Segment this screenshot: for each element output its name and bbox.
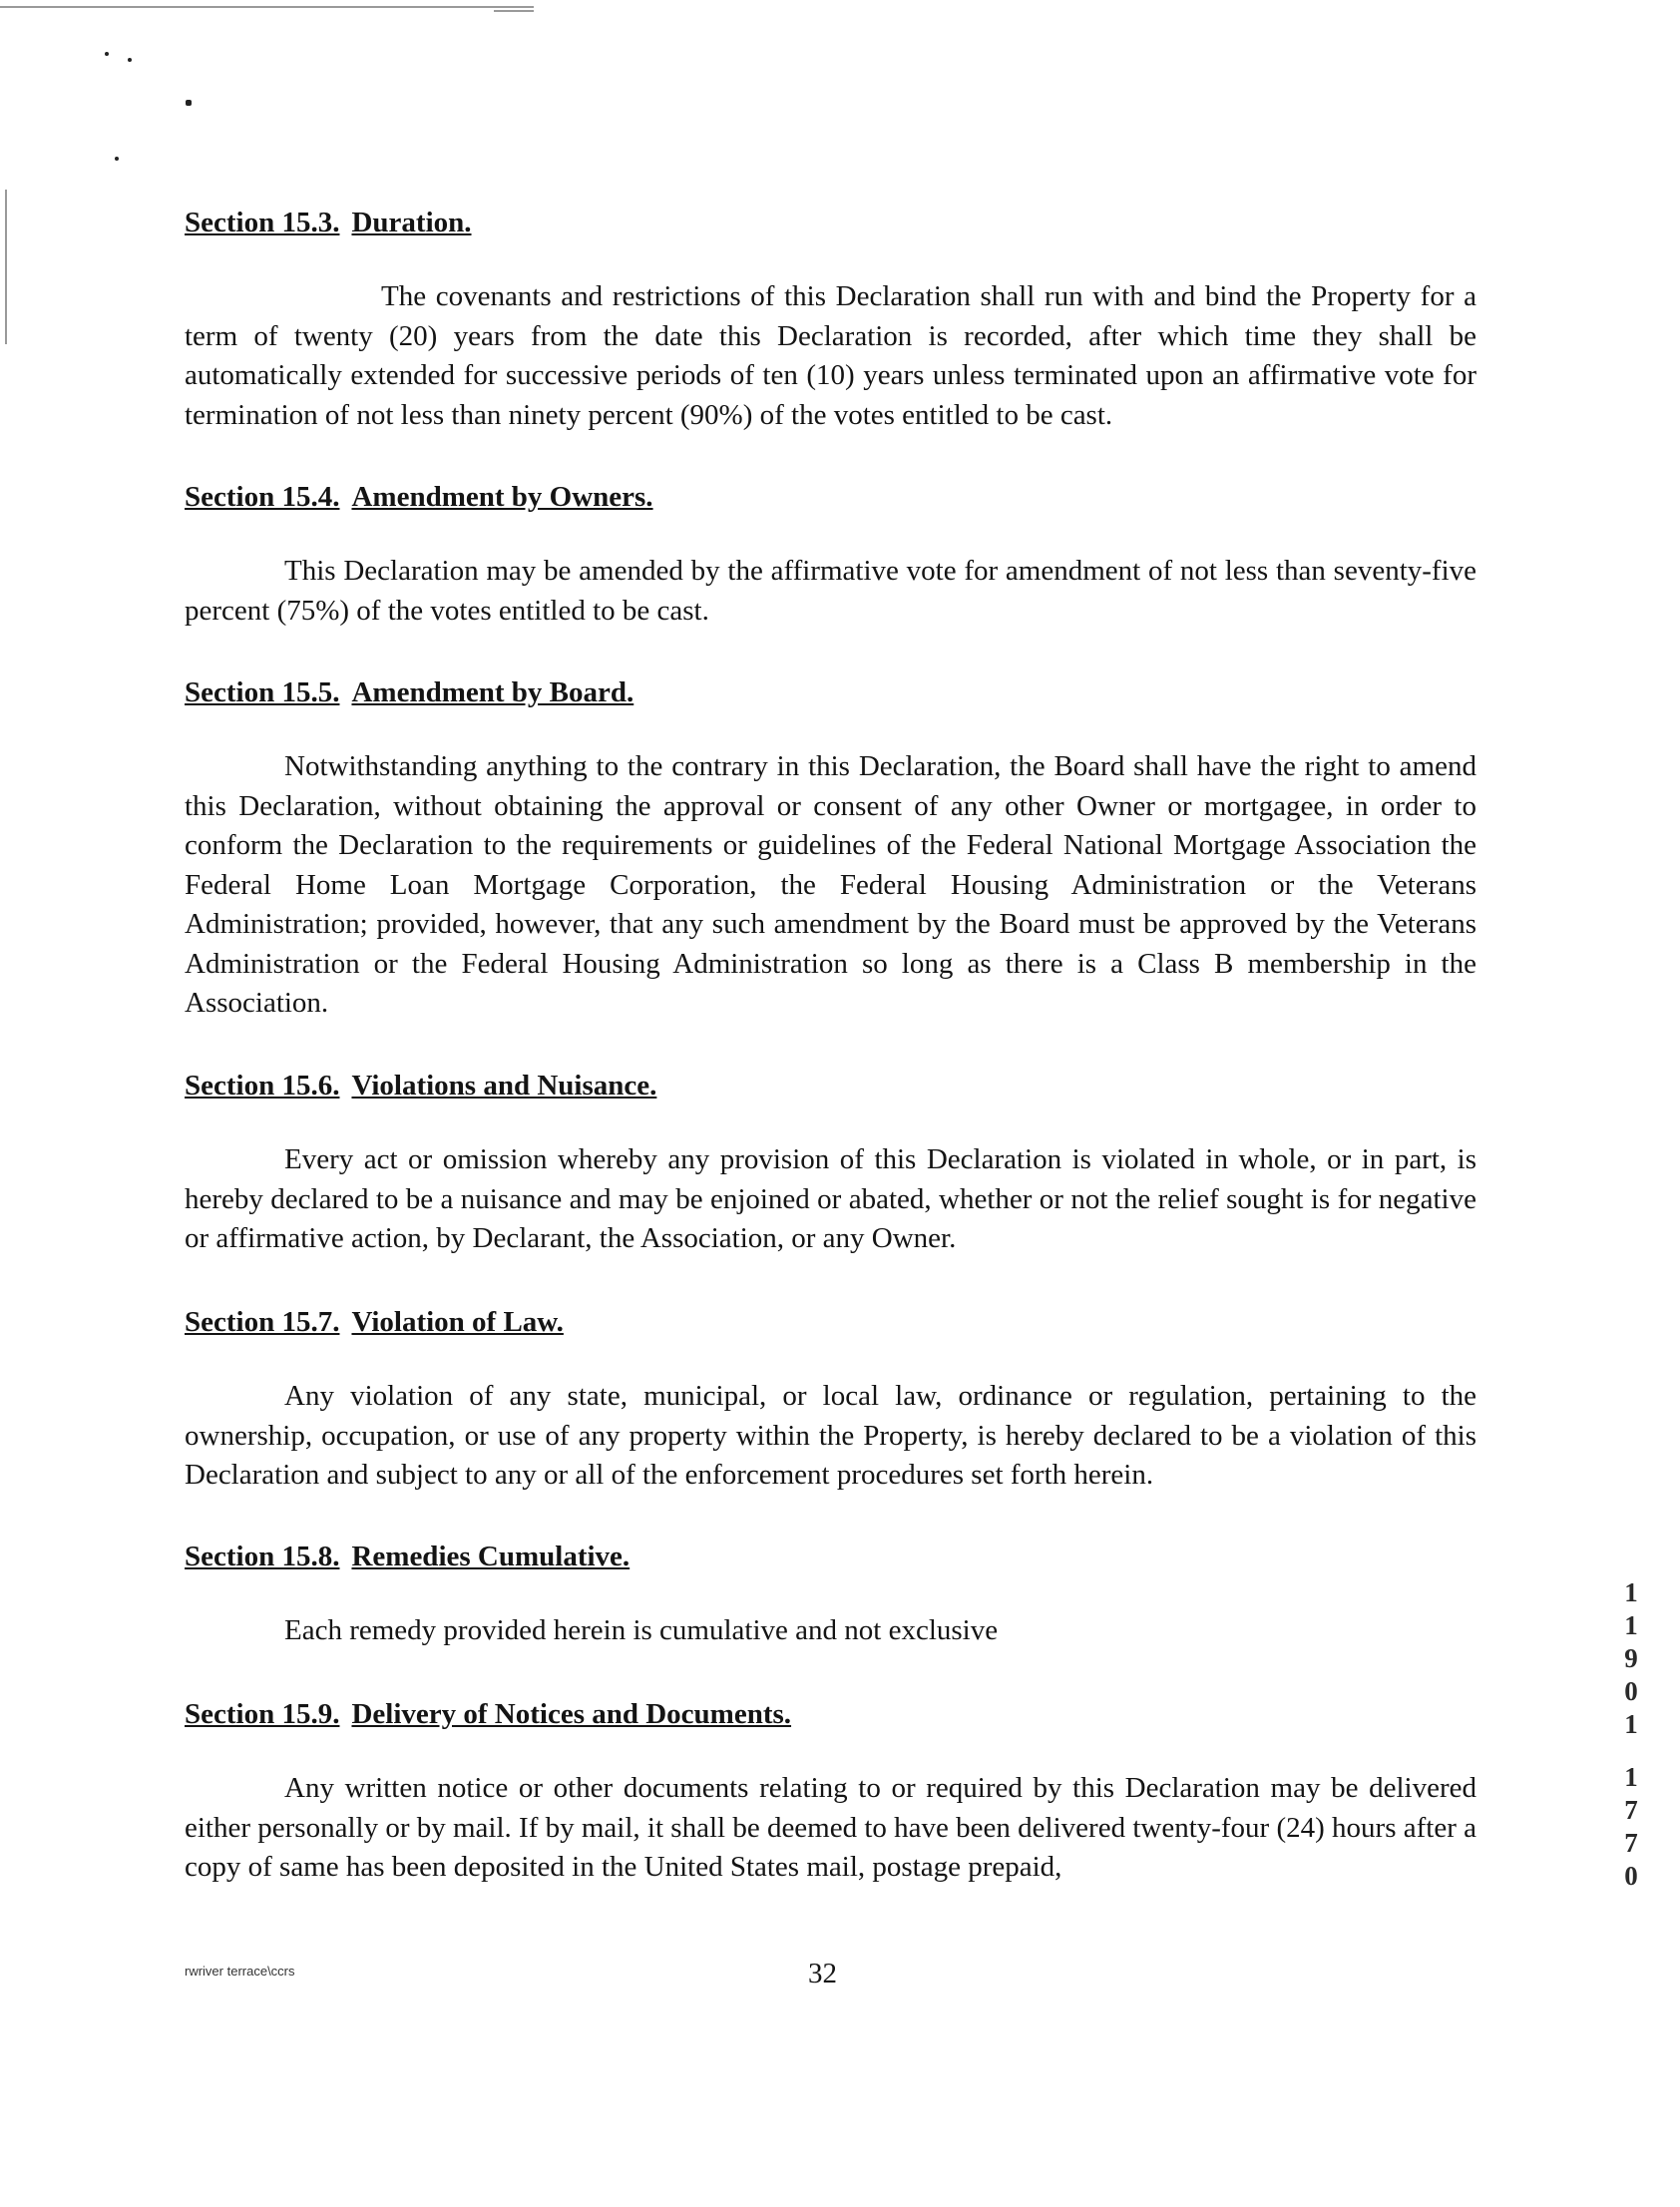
section-15-7 (185, 1304, 1476, 1496)
scan-left-edge (5, 190, 7, 344)
stamp-digit: 7 (1624, 1828, 1638, 1858)
section-heading (185, 1068, 1476, 1104)
stamp-digit: 9 (1624, 1643, 1638, 1673)
scan-speck (128, 58, 132, 62)
section-body: Notwithstanding anything to the contrary in this Declaration, the Board shall have the right to amend this Declaration, without obtaining the approval or consent of any other Owner or mortgagee, in order to conform the Declaration to the requirements or guidelines of the Federal National Mortgage Association the Federal Home Loan Mortgage Corporation, the Federal Housing Administration or the Veterans Administration; provided, however, that any such amendment by the Board must be approved by the Veterans Administration or the Federal Housing Administration so long as there is a Class B membership in the Association. (185, 750, 1476, 1019)
scan-speck (186, 100, 192, 106)
stamp-gap (1619, 1741, 1643, 1761)
stamp-digit: 1 (1624, 1762, 1638, 1792)
section-number: Section 15.7. (185, 1306, 340, 1338)
section-number: Section 15.5. (185, 676, 340, 708)
stamp-digit: 1 (1624, 1610, 1638, 1640)
section-15-8 (185, 1539, 1476, 1651)
section-heading (185, 1304, 1476, 1340)
section-heading (185, 1696, 1476, 1732)
section-body: This Declaration may be amended by the affirmative vote for amendment of not less than seventy-five percent (75%) of the votes entitled to be cast. (185, 555, 1476, 627)
section-number: Section 15.3. (185, 207, 340, 238)
section-15-4 (185, 479, 1476, 631)
section-15-3 (185, 205, 1476, 435)
section-body: The covenants and restrictions of this Declaration shall run with and bind the Property for a term of twenty (20) years from the date this Declaration is recorded, after which time they shall be automatically extended for successive periods of ten (10) years unless terminated upon an affirmative vote for termination of not less than ninety percent (90%) of the votes entitled to be cast. (185, 280, 1476, 431)
section-title: Delivery of Notices and Documents. (351, 1698, 792, 1730)
section-title: Amendment by Board. (351, 676, 634, 708)
footer-file-reference: rwriver terrace\ccrs (185, 1964, 295, 1979)
stamp-digit: 1 (1624, 1577, 1638, 1607)
scan-top-rule-short (494, 10, 534, 12)
section-15-6 (185, 1068, 1476, 1259)
stamp-digit: 1 (1624, 1709, 1638, 1739)
scan-top-rule (0, 6, 534, 8)
stamp-digit: 0 (1624, 1861, 1638, 1891)
section-heading (185, 674, 1476, 710)
margin-recording-stamp (1619, 1576, 1643, 1893)
section-number: Section 15.9. (185, 1698, 340, 1730)
section-body: Every act or omission whereby any provision of this Declaration is violated in whole, or in part, is hereby declared to be a nuisance and may be enjoined or abated, whether or not the relief sought is for negative or affirmative action, by Declarant, the Association, or any Owner. (185, 1143, 1476, 1254)
section-heading (185, 479, 1476, 515)
section-title: Violation of Law. (351, 1306, 564, 1338)
section-title: Amendment by Owners. (351, 481, 653, 513)
stamp-digit: 0 (1624, 1676, 1638, 1706)
section-title: Remedies Cumulative. (351, 1541, 630, 1572)
section-title: Duration. (351, 207, 472, 238)
section-body: Any violation of any state, municipal, or local law, ordinance or regulation, pertaining to the ownership, occupation, or use of any property within the Property, is hereby declared to be a violation of this Declaration and subject to any or all of the enforcement procedures set forth herein. (185, 1380, 1476, 1491)
section-number: Section 15.6. (185, 1070, 340, 1102)
section-body: Any written notice or other documents relating to or required by this Declaration may be delivered either personally or by mail. If by mail, it shall be deemed to have been delivered twenty-four (24) hours after a copy of same has been deposited in the United States mail, postage prepaid, (185, 1772, 1476, 1883)
page-number: 32 (808, 1958, 837, 1989)
section-number: Section 15.4. (185, 481, 340, 513)
stamp-digit: 7 (1624, 1795, 1638, 1825)
section-15-5 (185, 674, 1476, 1024)
section-15-9 (185, 1696, 1476, 1888)
section-number: Section 15.8. (185, 1541, 340, 1572)
section-heading (185, 205, 1476, 240)
scan-speck (115, 157, 119, 161)
section-body: Each remedy provided herein is cumulative and not exclusive (284, 1614, 999, 1646)
section-title: Violations and Nuisance. (351, 1070, 657, 1102)
scan-speck (105, 52, 109, 56)
section-heading (185, 1539, 1476, 1574)
